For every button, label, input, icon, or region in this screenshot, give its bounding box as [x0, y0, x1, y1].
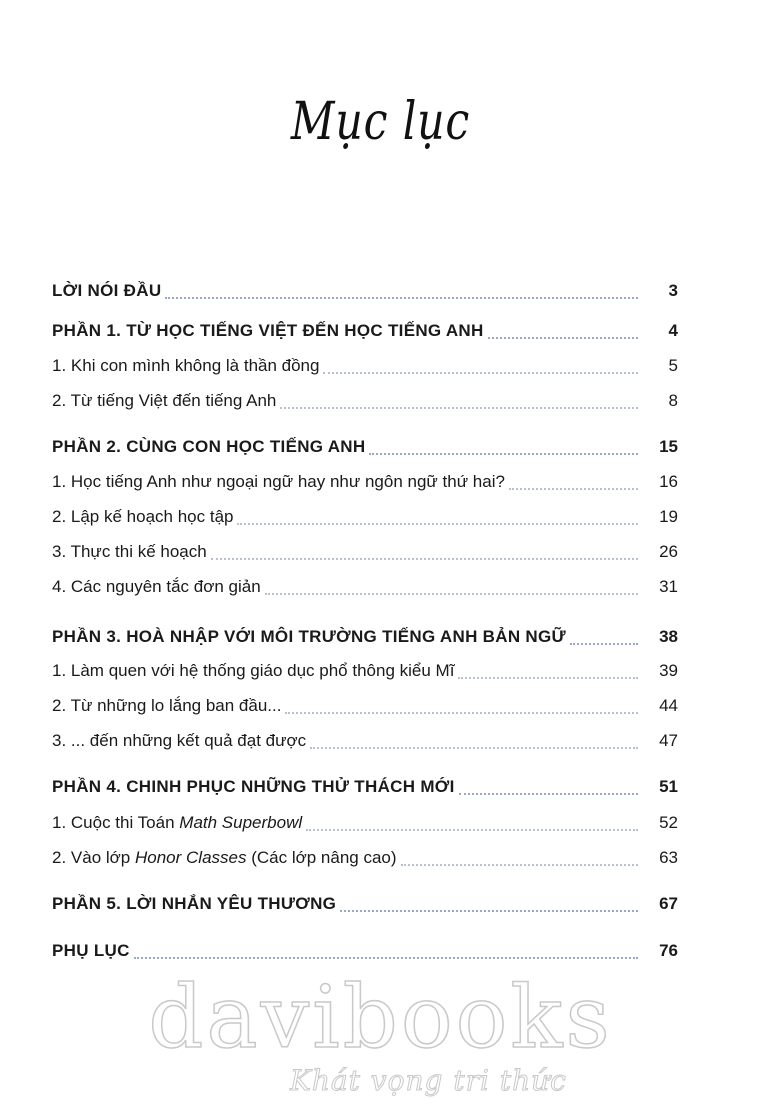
- toc-entry-label: 1. Làm quen với hệ thống giáo dục phổ thông kiểu Mĩ: [52, 661, 455, 680]
- toc-page-number: 63: [659, 848, 678, 867]
- toc-entry[interactable]: [52, 572, 678, 598]
- toc-entry-label-suffix: (Các lớp nâng cao): [246, 848, 397, 867]
- toc-page-number: 26: [659, 542, 678, 561]
- toc-page-number: 15: [659, 437, 678, 456]
- toc-entry-label-italic: Honor Classes: [134, 848, 247, 867]
- toc-entry[interactable]: [52, 889, 678, 915]
- toc-entry[interactable]: [52, 622, 678, 648]
- dot-leader: [306, 829, 638, 831]
- dot-leader: [570, 643, 638, 645]
- toc-entry[interactable]: [52, 351, 678, 377]
- toc-entry-label: 2. Lập kế hoạch học tập: [52, 507, 234, 526]
- dot-leader: [369, 453, 638, 455]
- toc-entry-label: [52, 812, 306, 834]
- dot-leader: [285, 712, 638, 714]
- toc-entry-label-prefix: 1. Cuộc thi Toán: [52, 813, 180, 832]
- toc-entry-label: PHẦN 4. CHINH PHỤC NHỮNG THỬ THÁCH MỚI: [52, 777, 455, 796]
- toc-entry-label: 3. ... đến những kết quả đạt được: [52, 731, 307, 750]
- dot-leader: [134, 957, 638, 959]
- toc-entry-label: 1. Khi con mình không là thần đồng: [52, 356, 320, 375]
- toc-entry-label-italic: Math Superbowl: [179, 813, 303, 832]
- toc-page-number: 38: [659, 627, 678, 646]
- toc-entry-label: LỜI NÓI ĐẦU: [52, 281, 162, 300]
- toc-entry[interactable]: [52, 276, 678, 302]
- toc-page-number: 67: [659, 894, 678, 913]
- dot-leader: [401, 864, 638, 866]
- toc-entry[interactable]: [52, 467, 678, 493]
- toc-page-number: 5: [668, 356, 678, 375]
- dot-leader: [323, 372, 638, 374]
- toc-entry[interactable]: [52, 316, 678, 342]
- dot-leader: [340, 910, 638, 912]
- dot-leader: [237, 523, 638, 525]
- toc-page-number: 44: [659, 696, 678, 715]
- dot-leader: [310, 747, 638, 749]
- toc-entry[interactable]: [52, 691, 678, 717]
- toc-page-number: 19: [659, 507, 678, 526]
- toc-page-number: 31: [659, 577, 678, 596]
- toc-entry[interactable]: [52, 432, 678, 458]
- dot-leader: [459, 793, 638, 795]
- toc-page-number: 52: [659, 813, 678, 832]
- toc-entry-label: PHẦN 5. LỜI NHẮN YÊU THƯƠNG: [52, 894, 337, 913]
- toc-entry-label: [52, 847, 401, 869]
- toc-page-number: 3: [668, 281, 678, 300]
- toc-entry-label: PHỤ LỤC: [52, 941, 130, 960]
- toc-page-number: 8: [668, 391, 678, 410]
- dot-leader: [280, 407, 638, 409]
- dot-leader: [509, 488, 638, 490]
- toc-entry-label: PHẦN 3. HOÀ NHẬP VỚI MÔI TRƯỜNG TIẾNG ANH BẢN NGỮ: [52, 627, 566, 646]
- toc-page-number: 39: [659, 661, 678, 680]
- toc-entry[interactable]: [52, 772, 678, 798]
- dot-leader: [165, 297, 638, 299]
- dot-leader: [458, 677, 638, 679]
- watermark-slogan: Khát vọng tri thức: [290, 1064, 567, 1097]
- toc-page-number: 76: [659, 941, 678, 960]
- toc-entry[interactable]: [52, 502, 678, 528]
- toc-entry-label-prefix: 2. Vào lớp: [52, 848, 135, 867]
- toc-entry[interactable]: [52, 656, 678, 682]
- toc-entry-label: 4. Các nguyên tắc đơn giản: [52, 577, 261, 596]
- toc-entry[interactable]: [52, 726, 678, 752]
- toc-page-number: 47: [659, 731, 678, 750]
- watermark-logo: davibooks: [148, 968, 613, 1068]
- toc-entry[interactable]: [52, 386, 678, 412]
- page-title: Mục lục: [290, 92, 471, 152]
- dot-leader: [211, 558, 638, 560]
- toc-entry-label: 1. Học tiếng Anh như ngoại ngữ hay như ngôn ngữ thứ hai?: [52, 472, 505, 491]
- dot-leader: [265, 593, 638, 595]
- toc-entry[interactable]: [52, 843, 678, 869]
- toc-entry[interactable]: [52, 537, 678, 563]
- toc-entry-label: 2. Từ tiếng Việt đến tiếng Anh: [52, 391, 277, 410]
- dot-leader: [488, 337, 638, 339]
- toc-entry-label: PHẦN 1. TỪ HỌC TIẾNG VIỆT ĐẾN HỌC TIẾNG ANH: [52, 321, 484, 340]
- toc-page-number: 16: [659, 472, 678, 491]
- toc-entry[interactable]: [52, 936, 678, 962]
- toc-page-number: 51: [659, 777, 678, 796]
- toc-page-number: 4: [668, 321, 678, 340]
- toc-entry-label: PHẦN 2. CÙNG CON HỌC TIẾNG ANH: [52, 437, 366, 456]
- toc-entry-label: 2. Từ những lo lắng ban đầu...: [52, 696, 282, 715]
- toc-entry[interactable]: [52, 808, 678, 834]
- toc-entry-label: 3. Thực thi kế hoạch: [52, 542, 207, 561]
